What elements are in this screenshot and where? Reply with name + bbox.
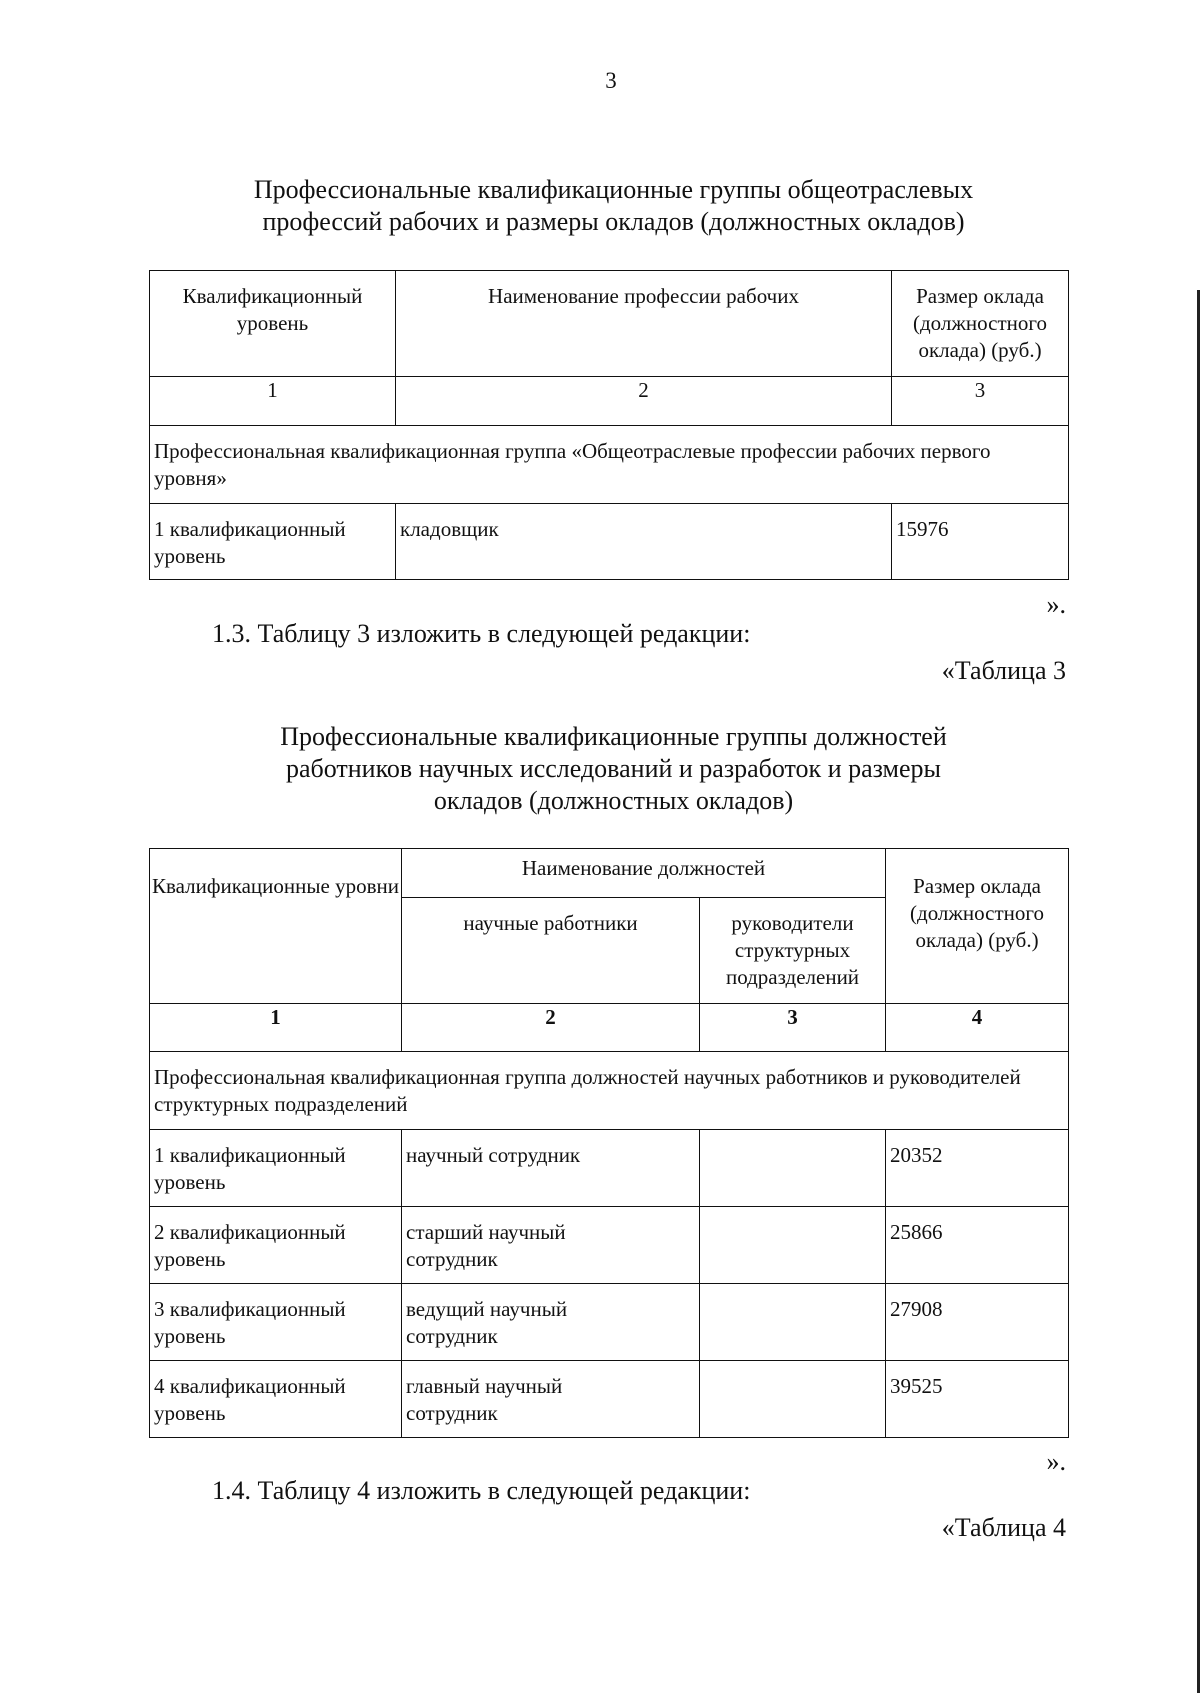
row-position bbox=[402, 1130, 700, 1207]
table2-colnum-3: 3 bbox=[892, 377, 1069, 426]
row-head-position bbox=[700, 1130, 886, 1207]
row-level-line: 3 квалификационный bbox=[154, 1297, 346, 1321]
table-row bbox=[150, 1207, 1069, 1284]
header-line: оклада) (руб.) bbox=[915, 928, 1039, 952]
header-line: оклада) (руб.) bbox=[918, 338, 1042, 362]
header-line: (должностного bbox=[910, 901, 1044, 925]
row-position-line: сотрудник bbox=[406, 1247, 498, 1271]
row-position-line: сотрудник bbox=[406, 1324, 498, 1348]
row-level-line: уровень bbox=[154, 1324, 226, 1348]
row-position-line: ведущий научный bbox=[406, 1297, 568, 1321]
table-row bbox=[150, 1361, 1069, 1438]
row-level bbox=[150, 1207, 402, 1284]
table3-header-levels: Квалификационные уровни bbox=[150, 849, 402, 1004]
table2-title-line: Профессиональные квалификационные группы общеотраслевых bbox=[253, 175, 974, 204]
table3-title bbox=[140, 721, 1087, 817]
row-salary: 27908 bbox=[886, 1284, 1069, 1361]
row-level-line: уровень bbox=[154, 1247, 226, 1271]
row-head-position bbox=[700, 1284, 886, 1361]
table-row bbox=[150, 1284, 1069, 1361]
table3-colnum-3: 3 bbox=[700, 1004, 886, 1052]
table3-label: «Таблица 3 bbox=[941, 656, 1066, 685]
row-level-line: 2 квалификационный bbox=[154, 1220, 346, 1244]
table3-title-line: Профессиональные квалификационные группы должностей bbox=[280, 722, 947, 751]
table3-colnum-4: 4 bbox=[886, 1004, 1069, 1052]
table2-header-profession: Наименование профессии рабочих bbox=[396, 271, 892, 377]
row-level bbox=[150, 1284, 402, 1361]
header-line: (должностного bbox=[913, 311, 1047, 335]
row-position-line: главный научный bbox=[406, 1374, 563, 1398]
table3 bbox=[149, 848, 1069, 1438]
table3-header-heads bbox=[700, 898, 886, 1004]
row-salary: 39525 bbox=[886, 1361, 1069, 1438]
item-1-3-text: 1.3. Таблицу 3 изложить в следующей редакции: bbox=[212, 619, 751, 648]
row-level-line: 4 квалификационный bbox=[154, 1374, 346, 1398]
table3-group-title: Профессиональная квалификационная группа должностей научных работников и руководителей структурных подразделений bbox=[150, 1052, 1069, 1130]
table2-title bbox=[140, 174, 1087, 238]
row-head-position bbox=[700, 1361, 886, 1438]
row-position-line: сотрудник bbox=[406, 1401, 498, 1425]
table2-header-salary bbox=[892, 271, 1069, 377]
table3-colnum-2: 2 bbox=[402, 1004, 700, 1052]
row-level bbox=[150, 1130, 402, 1207]
row-salary: 20352 bbox=[886, 1130, 1069, 1207]
header-line: Размер оклада bbox=[913, 874, 1041, 898]
table2-colnum-1: 1 bbox=[150, 377, 396, 426]
header-line: подразделений bbox=[725, 965, 860, 989]
table-row bbox=[150, 1130, 1069, 1207]
table2-row-level: 1 квалификационный уровень bbox=[150, 504, 396, 580]
row-salary: 25866 bbox=[886, 1207, 1069, 1284]
header-line: Размер оклада bbox=[916, 284, 1044, 308]
row-position-line: научный сотрудник bbox=[406, 1143, 581, 1167]
table3-header-positions: Наименование должностей bbox=[402, 849, 886, 898]
row-level-line: 1 квалификационный bbox=[154, 1143, 346, 1167]
table2 bbox=[149, 270, 1069, 580]
header-line: руководители bbox=[731, 911, 854, 935]
table3-header-salary bbox=[886, 849, 1069, 1004]
table2-colnum-2: 2 bbox=[396, 377, 892, 426]
row-level-line: уровень bbox=[154, 1170, 226, 1194]
table3-colnum-1: 1 bbox=[150, 1004, 402, 1052]
row-position bbox=[402, 1361, 700, 1438]
table4-label: «Таблица 4 bbox=[941, 1513, 1066, 1542]
table2-row-profession: кладовщик bbox=[396, 504, 892, 580]
table2-header-level: Квалификационный уровень bbox=[150, 271, 396, 377]
row-level-line: уровень bbox=[154, 1401, 226, 1425]
table3-title-line: окладов (должностных окладов) bbox=[433, 786, 794, 815]
table2-group-title: Профессиональная квалификационная группа «Общеотраслевые профессии рабочих первого уровня» bbox=[150, 426, 1069, 504]
item-1-4-text: 1.4. Таблицу 4 изложить в следующей редакции: bbox=[212, 1476, 751, 1505]
table2-title-line: профессий рабочих и размеры окладов (должностных окладов) bbox=[262, 207, 965, 236]
page-number: 3 bbox=[605, 68, 617, 93]
table3-close-quote: ». bbox=[1046, 1447, 1066, 1476]
row-head-position bbox=[700, 1207, 886, 1284]
row-position-line: старший научный bbox=[406, 1220, 566, 1244]
header-line: структурных bbox=[734, 938, 851, 962]
row-position bbox=[402, 1207, 700, 1284]
table2-close-quote: ». bbox=[1046, 590, 1066, 619]
row-level bbox=[150, 1361, 402, 1438]
row-position bbox=[402, 1284, 700, 1361]
table3-header-scientists: научные работники bbox=[402, 898, 700, 1004]
table2-row-salary: 15976 bbox=[892, 504, 1069, 580]
table3-title-line: работников научных исследований и разработок и размеры bbox=[285, 754, 942, 783]
